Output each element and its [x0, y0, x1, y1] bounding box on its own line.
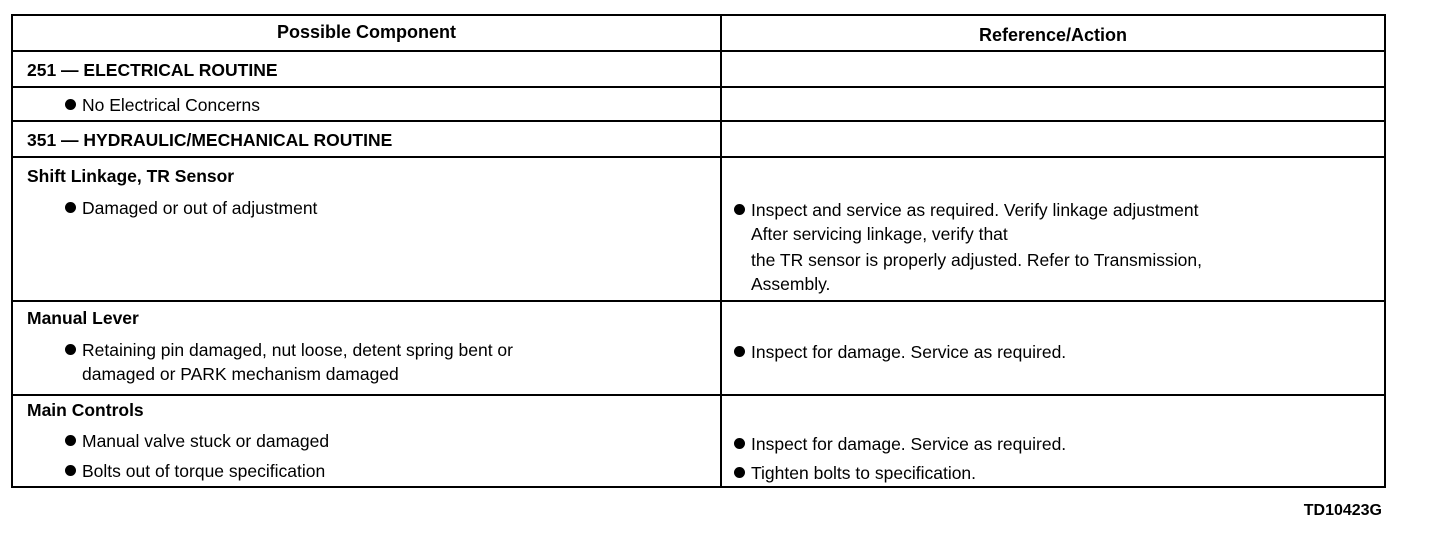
section-title-electrical: 251 — ELECTRICAL ROUTINE: [27, 60, 278, 80]
bullet-icon: [65, 344, 76, 355]
list-item: Bolts out of torque specification: [65, 459, 325, 483]
section-title-hydraulic: 351 — HYDRAULIC/MECHANICAL ROUTINE: [27, 130, 393, 150]
bullet-icon: [734, 438, 745, 449]
list-item: Retaining pin damaged, nut loose, detent spring bent or: [65, 338, 513, 362]
component-title: Main Controls: [27, 400, 144, 420]
bullet-icon: [65, 465, 76, 476]
action-line: Assembly.: [751, 274, 831, 294]
figure-id: TD10423G: [1303, 502, 1382, 519]
bullet-icon: [65, 202, 76, 213]
component-title: Shift Linkage, TR Sensor: [27, 166, 235, 186]
list-item-continuation: damaged or PARK mechanism damaged: [82, 364, 399, 384]
troubleshooting-table: [11, 14, 1386, 488]
component-title: Manual Lever: [27, 308, 139, 328]
action-line: Inspect for damage. Service as required.: [734, 340, 1066, 364]
component-row-main-controls: [13, 396, 1384, 486]
action-line: Tighten bolts to specification.: [734, 461, 976, 485]
list-item: Damaged or out of adjustment: [65, 196, 317, 220]
action-line: After servicing linkage, verify that: [751, 224, 1008, 244]
component-row-manual-lever: [13, 302, 1384, 396]
section-row-electrical: [13, 52, 1384, 88]
list-item: No Electrical Concerns: [65, 93, 260, 117]
bullet-icon: [734, 346, 745, 357]
bullet-icon: [65, 99, 76, 110]
header-row: [13, 16, 1384, 52]
action-line: the TR sensor is properly adjusted. Refer to Transmission,: [751, 250, 1202, 270]
item-row-no-electrical: [13, 88, 1384, 122]
header-reference-action: Reference/Action: [978, 25, 1128, 45]
bullet-icon: [65, 435, 76, 446]
action-line: Inspect and service as required. Verify linkage adjustment: [734, 198, 1198, 222]
header-possible-component: Possible Component: [276, 22, 456, 42]
bullet-icon: [734, 467, 745, 478]
component-row-shift-linkage: [13, 158, 1384, 302]
action-line: Inspect for damage. Service as required.: [734, 432, 1066, 456]
list-item: Manual valve stuck or damaged: [65, 429, 329, 453]
section-row-hydraulic: [13, 122, 1384, 158]
bullet-icon: [734, 204, 745, 215]
